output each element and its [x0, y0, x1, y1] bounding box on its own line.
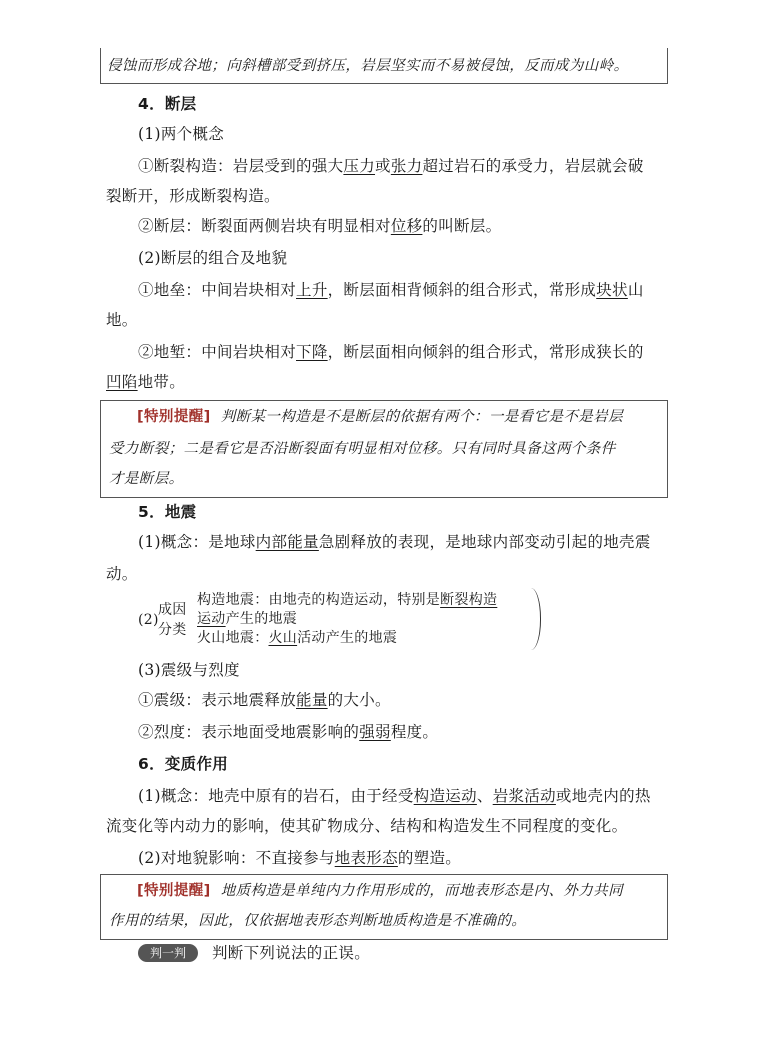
s4-p1-line2: 裂断开，形成断裂构造。 [106, 187, 280, 205]
top-tip-box [100, 48, 668, 84]
section-6-heading: 6．变质作用 [138, 755, 229, 773]
s6-p1-line1: (1)概念：地壳中原有的岩石，由于经受构造运动、岩浆活动或地壳内的热 [138, 787, 651, 805]
tip-box-1 [100, 400, 668, 498]
judge-text: 判断下列说法的正误。 [212, 944, 371, 962]
tip1-line1: [特别提醒] 判断某一构造是不是断层的依据有两个：一是看它是不是岩层 [137, 409, 623, 425]
s4-p3-line1: ①地垒：中间岩块相对上升，断层面相背倾斜的组合形式，常形成块状山 [138, 281, 644, 299]
judge-badge: 判一判 [138, 944, 198, 962]
tip-box-2 [100, 874, 668, 940]
s5-p2-label1: 成因 [158, 602, 187, 618]
s5-sub3: (3)震级与烈度 [138, 661, 240, 679]
s4-sub1: (1)两个概念 [138, 125, 225, 143]
s5-p2-item2: 火山地震：火山活动产生的地震 [197, 630, 398, 646]
s4-p4-line2: 凹陷地带。 [106, 373, 186, 391]
top-tip-line: 侵蚀而形成谷地；向斜槽部受到挤压，岩层坚实而不易被侵蚀，反而成为山岭。 [107, 58, 629, 74]
tip2-line1: [特别提醒] 地质构造是单纯内力作用形成的，而地表形态是内、外力共同 [137, 883, 623, 899]
s5-p4: ②烈度：表示地面受地震影响的强弱程度。 [138, 723, 439, 741]
s4-p1-line1: ①断裂构造：岩层受到的强大压力或张力超过岩石的承受力，岩层就会破 [138, 157, 644, 175]
tip1-line2: 受力断裂；二是看它是否沿断裂面有明显相对位移。只有同时具备这两个条件 [109, 441, 616, 457]
s5-p2-number: (2) [138, 612, 159, 628]
classification-brace [528, 588, 541, 650]
tip2-line2: 作用的结果，因此，仅依据地表形态判断地质构造是不准确的。 [109, 913, 527, 929]
tip1-label: [特别提醒] [137, 409, 211, 425]
s4-p4-line1: ②地堑：中间岩块相对下降，断层面相向倾斜的组合形式，常形成狭长的 [138, 343, 644, 361]
s6-p2: (2)对地貌影响：不直接参与地表形态的塑造。 [138, 849, 462, 867]
s5-p2-item1-line1: 构造地震：由地壳的构造运动，特别是断裂构造 [197, 592, 498, 608]
s6-p1-line2: 流变化等内动力的影响，使其矿物成分、结构和构造发生不同程度的变化。 [106, 817, 628, 835]
tip1-line3: 才是断层。 [109, 471, 184, 487]
s5-p2-item1-line2: 运动产生的地震 [197, 611, 298, 627]
section-4-heading: 4．断层 [138, 95, 197, 113]
s5-p3: ①震级：表示地震释放能量的大小。 [138, 691, 391, 709]
s5-p2-label2: 分类 [158, 622, 187, 638]
section-5-heading: 5．地震 [138, 503, 197, 521]
s4-p2: ②断层：断裂面两侧岩块有明显相对位移的叫断层。 [138, 217, 502, 235]
s4-sub2: (2)断层的组合及地貌 [138, 249, 288, 267]
s4-p3-line2: 地。 [106, 311, 138, 329]
tip2-label: [特别提醒] [137, 883, 211, 899]
s5-p1-line1: (1)概念：是地球内部能量急剧释放的表现，是地球内部变动引起的地壳震 [138, 533, 651, 551]
s5-p1-line2: 动。 [106, 565, 138, 583]
